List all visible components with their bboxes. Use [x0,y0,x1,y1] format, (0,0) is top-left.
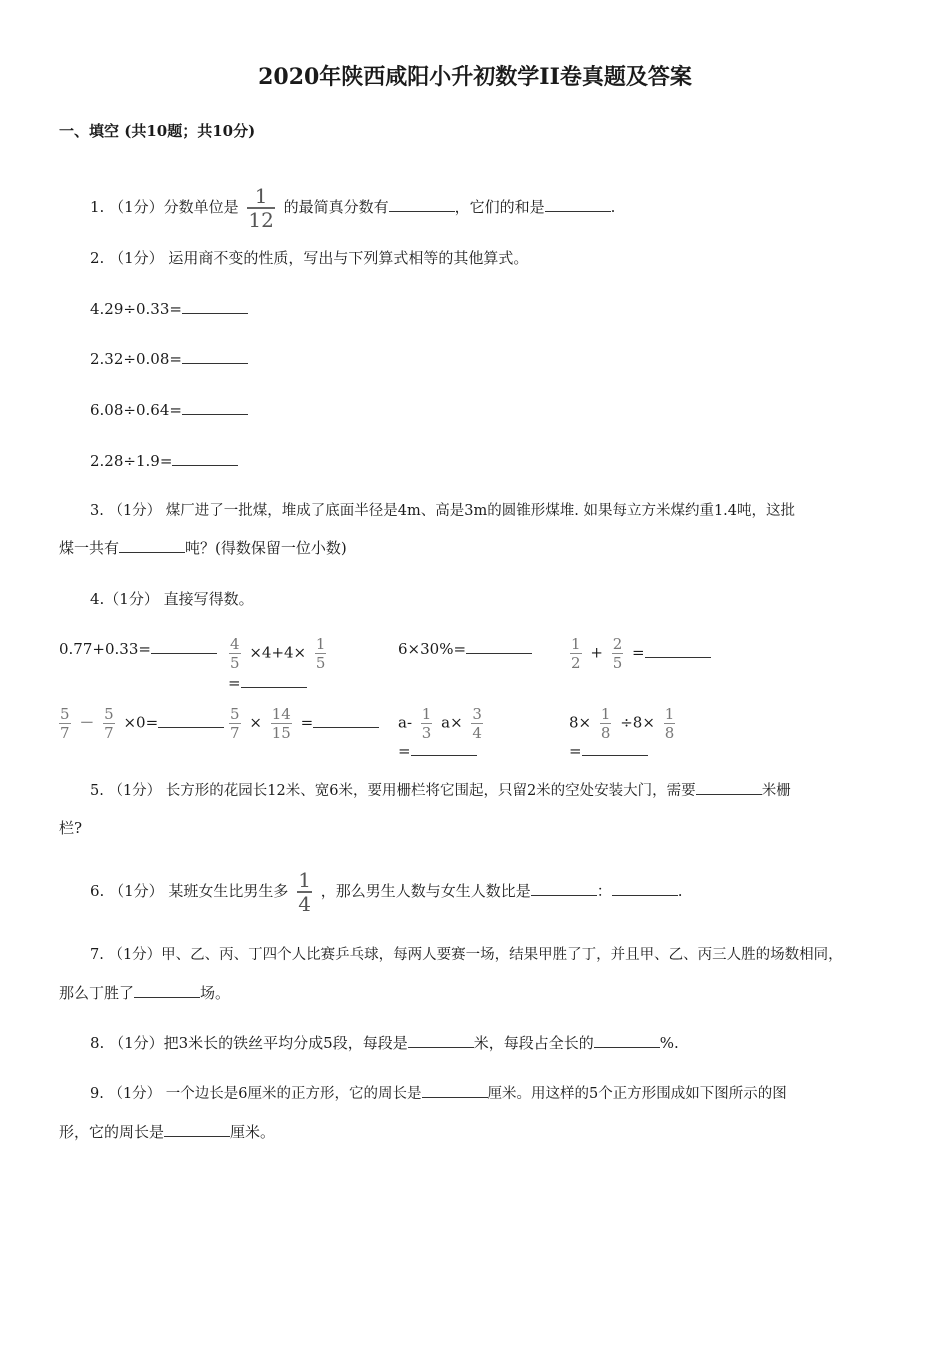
fraction [315,636,327,671]
q4-expr: 0.77+0.33= [59,640,151,658]
answer-blank[interactable] [182,349,248,364]
q4-item-6 [225,706,379,741]
q4-op: a- [398,713,413,732]
equals: = [632,643,645,662]
q6-text-c: ： [596,882,612,900]
question-3: 3. （1分） 煤厂进了一批煤，堆成了底面半径是4m、高是3m的圆锥形煤堆. 如果每立方米煤约重1.4吨，这批 [90,503,796,519]
q1-text-d: . [610,198,616,216]
frac-den: 4 [472,724,482,742]
frac-num: 4 [230,635,240,653]
frac-num: 5 [230,705,240,723]
q1-text-c: ，它们的和是 [454,198,545,216]
frac-num: 14 [271,705,291,723]
frac-den: 8 [600,724,611,742]
question-8 [90,1032,679,1054]
answer-blank[interactable] [696,780,762,795]
answer-blank[interactable] [182,400,248,415]
frac-num: 5 [104,705,114,723]
answer-blank[interactable] [582,741,648,756]
q4-item-2 [225,636,330,671]
q9-text-b: 厘米。用这样的5个正方形围成如下图所示的图 [487,1086,787,1102]
frac-den: 7 [60,724,70,742]
fraction [59,706,71,741]
q4-item-8-answer [569,740,648,762]
answer-blank[interactable] [422,1083,488,1098]
fraction [600,706,612,741]
q6-text-b: ，那么男生人数与女生人数比是 [320,882,531,900]
fraction [229,706,241,741]
q4-item-8 [569,706,679,741]
q4-item-4 [566,636,711,671]
q2-expr: 2.32÷0.08= [90,350,182,368]
answer-blank[interactable] [411,741,477,756]
frac-num: 1 [600,705,611,723]
answer-blank[interactable] [119,538,185,553]
question-5 [90,780,791,802]
answer-blank[interactable] [151,639,217,654]
fraction [570,636,582,671]
fraction [471,706,483,741]
q4-item-7 [398,706,487,741]
frac-den: 5 [612,654,623,672]
q6-text-d: . [677,882,683,900]
q4-op: × [249,713,262,732]
frac-num: 1 [421,705,432,723]
answer-blank[interactable] [164,1122,230,1137]
q1-text-a: 1. （1分）分数单位是 [90,198,239,216]
frac-num: 1 [571,635,581,653]
frac-den: 3 [421,724,432,742]
q4-op: ×4+4× [249,643,307,662]
q2-expr: 4.29÷0.33= [90,300,182,318]
question-4: 4.（1分） 直接写得数。 [90,590,254,608]
q2-expr: 2.28÷1.9= [90,452,173,470]
q3-text-a: 煤一共有 [59,539,120,557]
question-7-cont [59,982,230,1004]
q9-text-c: 形，它的周长是 [59,1123,165,1141]
q1-frac-num: 1 [254,184,268,208]
answer-blank[interactable] [158,713,224,728]
question-9 [90,1083,787,1105]
frac-num: 3 [472,705,482,723]
page-title: 2020年陕西咸阳小升初数学II卷真题及答案 [258,64,692,90]
question-2: 2. （1分） 运用商不变的性质，写出与下列算式相等的其他算式。 [90,249,529,267]
frac-num: 2 [612,635,623,653]
answer-blank[interactable] [645,643,711,658]
q1-fraction [247,186,274,230]
question-7: 7. （1分）甲、乙、丙、丁四个人比赛乒乓球，每两人要赛一场，结果甲胜了丁，并且甲、乙、丙三人胜的场数相同， [90,947,843,963]
fraction [103,706,115,741]
q1-text-b: 的最简真分数有 [283,198,389,216]
answer-blank[interactable] [531,881,597,896]
fraction [612,636,624,671]
question-5-cont: 栏? [59,819,83,837]
frac-num: 1 [298,868,311,892]
frac-den: 5 [230,654,240,672]
frac-num: 1 [315,635,326,653]
frac-den: 5 [315,654,326,672]
q7-text-a: 那么丁胜了 [59,984,135,1002]
q6-text-a: 6. （1分） 某班女生比男生多 [90,882,289,900]
fraction [421,706,433,741]
q8-text-b: 米，每段占全长的 [473,1034,594,1052]
q9-text-d: 厘米。 [230,1123,276,1141]
q2-line-3 [90,399,248,421]
answer-blank[interactable] [241,673,307,688]
answer-blank[interactable] [182,299,248,314]
q4-op: a× [441,713,463,732]
q5-text-a: 5. （1分） 长方形的花园长12米、宽6米，要用栅栏将它围起，只留2米的空处安装大门，需要 [90,783,696,799]
frac-den: 7 [104,724,114,742]
q4-op: + [590,643,603,662]
equals: = [569,742,582,760]
q8-text-a: 8. （1分）把3米长的铁丝平均分成5段，每段是 [90,1034,408,1052]
equals: = [300,713,314,732]
q4-op: 8× [569,713,592,732]
q4-item-3 [398,638,532,660]
frac-den: 7 [230,724,240,742]
answer-blank[interactable] [134,983,200,998]
q8-text-c: %. [659,1034,679,1052]
q4-item-2-answer [228,672,307,694]
q4-op: － [79,713,95,732]
q4-op: ÷8× [620,713,655,732]
question-9-cont [59,1121,275,1143]
frac-num: 1 [664,705,675,723]
answer-blank[interactable] [594,1033,660,1048]
q2-line-2 [90,348,248,370]
fraction [229,636,241,671]
question-1 [90,186,615,230]
q9-text-a: 9. （1分） 一个边长是6厘米的正方形，它的周长是 [90,1086,422,1102]
equals: = [398,742,411,760]
q4-expr: 6×30%= [398,640,467,658]
question-3-cont [59,537,347,559]
question-6 [90,870,683,914]
q3-text-b: 吨？(得数保留一位小数) [185,539,347,557]
q4-op: ×0= [123,713,159,732]
q2-line-1 [90,298,248,320]
q2-line-4 [90,450,238,472]
q4-item-1 [59,638,217,660]
q4-item-7-answer [398,740,477,762]
answer-blank[interactable] [389,197,455,212]
answer-blank[interactable] [545,197,611,212]
equals: = [228,674,241,692]
q2-expr: 6.08÷0.64= [90,401,182,419]
answer-blank[interactable] [408,1033,474,1048]
q4-item-5 [55,706,224,741]
answer-blank[interactable] [612,881,678,896]
frac-den: 15 [271,724,291,742]
frac-den: 4 [298,892,311,916]
frac-num: 5 [60,705,70,723]
answer-blank[interactable] [466,639,532,654]
frac-den: 2 [571,654,581,672]
section-heading: 一、填空 (共10题；共10分) [59,122,256,140]
q6-fraction [297,870,312,914]
q7-text-b: 场。 [200,984,231,1002]
answer-blank[interactable] [172,451,238,466]
fraction [664,706,676,741]
q5-text-b: 米栅 [761,783,791,799]
answer-blank[interactable] [313,713,379,728]
q1-frac-den: 12 [248,208,274,232]
fraction [271,706,292,741]
frac-den: 8 [664,724,675,742]
